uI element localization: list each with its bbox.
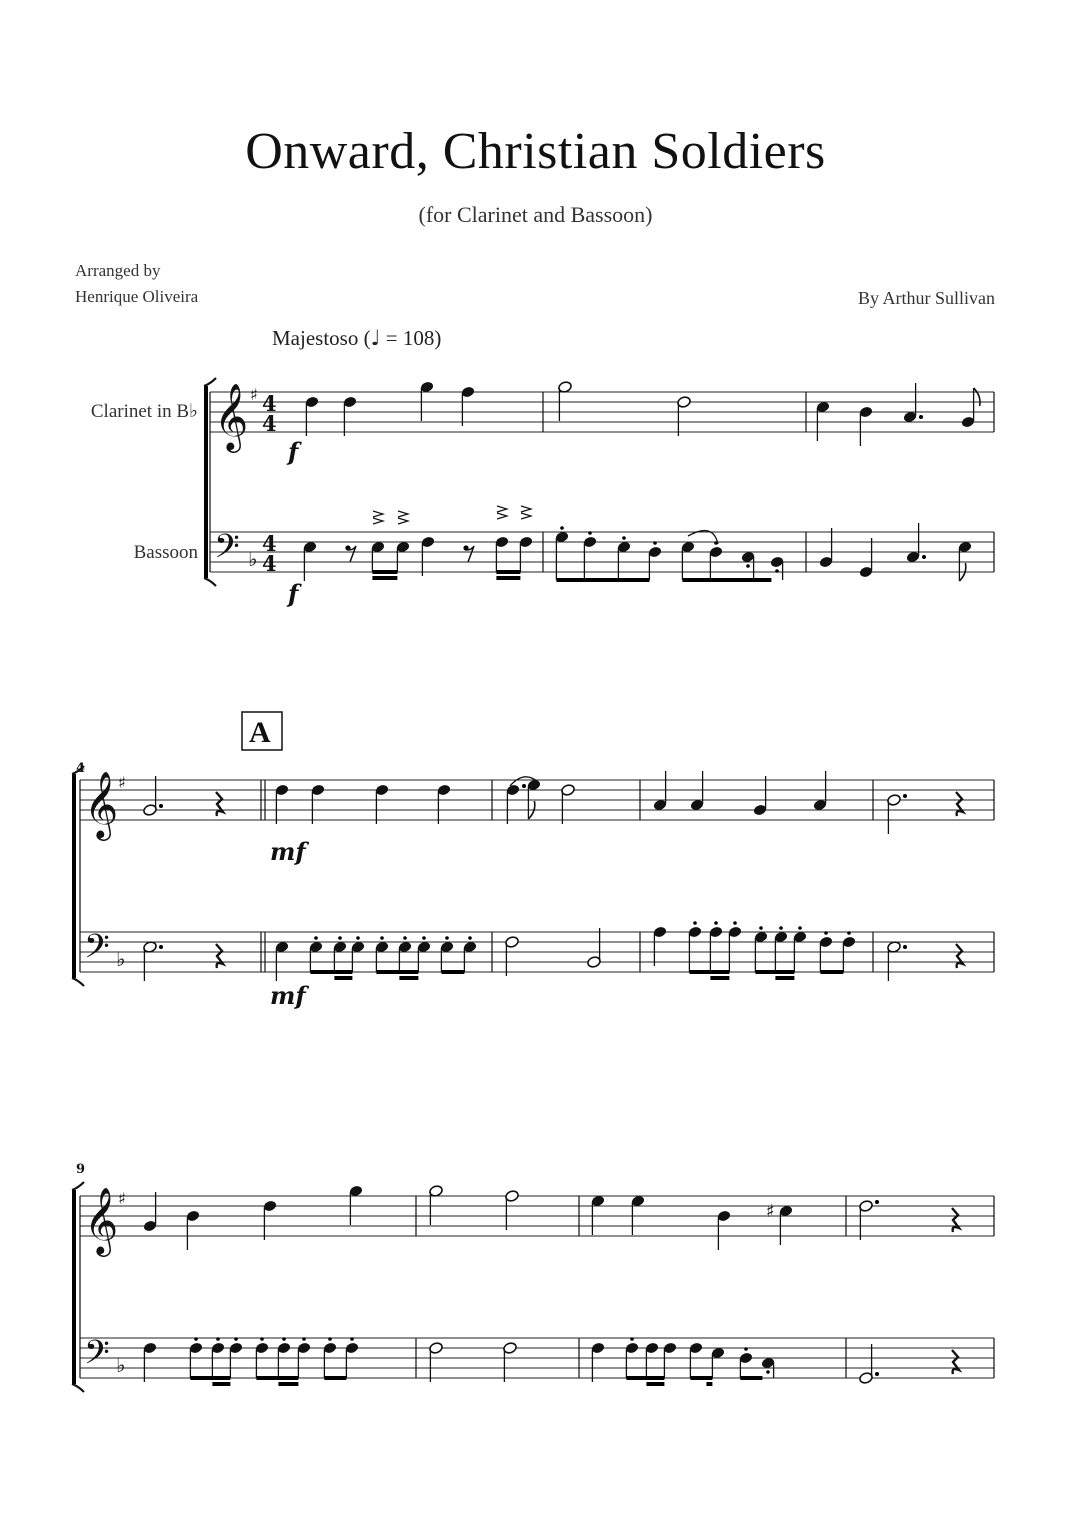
- note-beam: [556, 578, 649, 582]
- system-3: [72, 1162, 994, 1392]
- accent-mark: [521, 506, 531, 512]
- staccato-dot: [282, 1337, 286, 1341]
- note-beam: [689, 970, 729, 974]
- staccato-dot: [759, 926, 763, 930]
- staccato-dot: [766, 1370, 770, 1374]
- staccato-dot: [744, 1347, 748, 1351]
- system-1: [204, 378, 994, 608]
- accent-mark: [521, 513, 531, 519]
- augmentation-dot: [522, 784, 526, 788]
- time-signature-bottom: 4: [262, 551, 277, 576]
- note-beam: [775, 976, 794, 980]
- note-beam: [496, 570, 520, 574]
- quarter-rest: [952, 1208, 959, 1232]
- quarter-note-icon: ♩: [370, 326, 381, 350]
- note-beam: [820, 970, 843, 974]
- staccato-dot: [560, 526, 564, 530]
- quarter-rest: [956, 792, 963, 816]
- time-signature-top: 4: [262, 531, 277, 556]
- staccato-dot: [234, 1337, 238, 1341]
- note-beam: [212, 1382, 230, 1386]
- time-signature-bottom: 4: [262, 411, 277, 436]
- quarter-rest: [216, 944, 223, 968]
- augmentation-dot: [159, 804, 163, 808]
- measure-number: 4: [76, 761, 86, 776]
- system-bracket: [204, 578, 216, 586]
- instrument-label-clarinet: Clarinet in B♭: [90, 401, 198, 422]
- staccato-dot: [260, 1337, 264, 1341]
- augmentation-dot: [903, 794, 907, 798]
- dynamic-marking: mf: [270, 981, 306, 1010]
- staccato-dot: [847, 931, 851, 935]
- arranger-label: Arranged by: [75, 261, 161, 280]
- bass-clef-icon: 𝄢: [84, 928, 110, 974]
- staccato-dot: [194, 1337, 198, 1341]
- treble-clef-icon: 𝄞: [214, 382, 249, 450]
- augmentation-dot: [903, 945, 907, 949]
- dynamic-marking: mf: [270, 837, 306, 866]
- staccato-dot: [422, 936, 426, 940]
- note-beam: [399, 976, 418, 980]
- key-signature-flat: ♭: [248, 547, 258, 571]
- staccato-dot: [302, 1337, 306, 1341]
- bass-clef-icon: 𝄢: [214, 528, 240, 574]
- system-bracket: [72, 978, 84, 986]
- note-beam: [646, 1382, 664, 1386]
- note-beam: [334, 976, 352, 980]
- augmentation-dot: [919, 415, 923, 419]
- staccato-dot: [824, 931, 828, 935]
- arranger-name: Henrique Oliveira: [75, 287, 199, 306]
- key-signature-flat: ♭: [116, 947, 126, 971]
- note-beam: [372, 576, 397, 580]
- treble-clef-icon: 𝄞: [84, 1186, 119, 1254]
- system-2: [72, 712, 994, 1010]
- note-beam: [710, 976, 729, 980]
- augmentation-dot: [875, 1372, 879, 1376]
- note-beam: [496, 576, 520, 580]
- staccato-dot: [714, 921, 718, 925]
- augmentation-dot: [922, 555, 926, 559]
- staccato-dot: [356, 936, 360, 940]
- staccato-dot: [216, 1337, 220, 1341]
- staccato-dot: [798, 926, 802, 930]
- treble-clef-icon: 𝄞: [84, 770, 119, 838]
- staccato-dot: [733, 921, 737, 925]
- accent-mark: [398, 511, 408, 517]
- note-beam: [740, 1376, 762, 1380]
- note-beam: [690, 1376, 712, 1380]
- key-signature-flat: ♭: [116, 1353, 126, 1377]
- score-systems: [72, 378, 994, 1392]
- quarter-rest: [952, 1350, 959, 1374]
- staccato-dot: [314, 936, 318, 940]
- staccato-dot: [350, 1337, 354, 1341]
- note-beam: [278, 1382, 298, 1386]
- staccato-dot: [775, 569, 779, 573]
- staccato-dot: [445, 936, 449, 940]
- time-signature-top: 4: [262, 391, 277, 416]
- system-bracket: [72, 1182, 84, 1190]
- key-signature-sharp: ♯: [118, 773, 126, 792]
- rehearsal-mark: A: [249, 716, 271, 749]
- system-bracket: [72, 1384, 84, 1392]
- quarter-rest: [216, 792, 223, 816]
- note-beam: [376, 970, 418, 974]
- instrument-label-bassoon: Bassoon: [133, 542, 198, 563]
- measure-number: 9: [76, 1162, 86, 1177]
- note-beam: [441, 970, 464, 974]
- staccato-dot: [468, 936, 472, 940]
- note-beam: [310, 970, 352, 974]
- score-subtitle: (for Clarinet and Bassoon): [418, 202, 653, 227]
- staccato-dot: [380, 936, 384, 940]
- note-beam: [626, 1376, 664, 1380]
- staccato-dot: [630, 1337, 634, 1341]
- staccato-dot: [779, 926, 783, 930]
- augmentation-dot: [159, 945, 163, 949]
- system-bracket: [72, 1190, 76, 1384]
- accent-mark: [497, 506, 507, 512]
- staccato-dot: [403, 936, 407, 940]
- staccato-dot: [622, 536, 626, 540]
- dynamic-marking: f: [288, 437, 299, 466]
- note-flag: [974, 388, 980, 406]
- staccato-dot: [693, 921, 697, 925]
- accent-mark: [398, 518, 408, 524]
- quarter-rest: [956, 944, 963, 968]
- sharp-accidental: ♯: [766, 1201, 775, 1222]
- key-signature-sharp: ♯: [118, 1189, 126, 1208]
- bass-clef-icon: 𝄢: [84, 1334, 110, 1380]
- note-beam: [256, 1376, 298, 1380]
- accent-mark: [373, 518, 383, 524]
- key-signature-sharp: ♯: [250, 385, 258, 404]
- staccato-dot: [328, 1337, 332, 1341]
- system-bracket: [72, 774, 76, 978]
- note-beam: [682, 578, 771, 582]
- accent-mark: [497, 513, 507, 519]
- note-beam: [755, 970, 794, 974]
- staccato-dot: [338, 936, 342, 940]
- tempo-text: Majestoso (: [272, 326, 371, 350]
- dynamic-marking: f: [288, 579, 299, 608]
- accent-mark: [373, 511, 383, 517]
- staccato-dot: [588, 531, 592, 535]
- note-beam: [190, 1376, 230, 1380]
- tempo-value: = 108): [380, 326, 442, 350]
- note-beam: [372, 570, 397, 574]
- composer-credit: By Arthur Sullivan: [857, 288, 995, 308]
- note-beam: [324, 1376, 346, 1380]
- augmentation-dot: [875, 1200, 879, 1204]
- system-bracket: [204, 386, 208, 578]
- score-title: Onward, Christian Soldiers: [245, 123, 826, 180]
- staccato-dot: [746, 564, 750, 568]
- note-beam: [706, 1382, 712, 1386]
- staccato-dot: [653, 541, 657, 545]
